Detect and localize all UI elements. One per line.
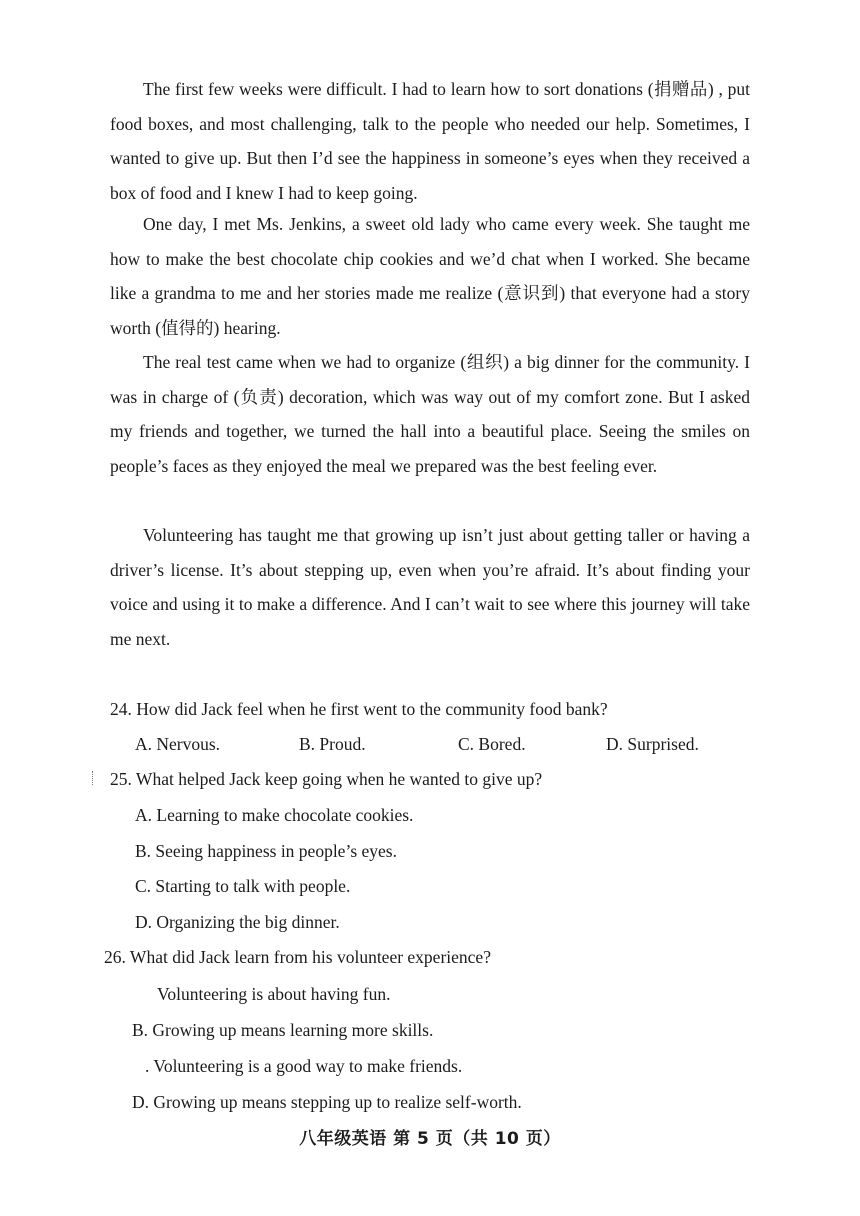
question-25-option-a: A. Learning to make chocolate cookies. xyxy=(135,805,414,825)
question-26-option-c: . Volunteering is a good way to make friends. xyxy=(145,1056,463,1076)
question-25-option-d: D. Organizing the big dinner. xyxy=(135,912,340,932)
question-24-option-c: C. Bored. xyxy=(458,734,526,754)
question-24-option-a: A. Nervous. xyxy=(135,734,221,754)
question-24-stem: 24. How did Jack feel when he first went to the community food bank? xyxy=(110,699,608,719)
passage-paragraph-2: One day, I met Ms. Jenkins, a sweet old lady who came every week. She taught me how to make the best chocolate chip cookies and we’d chat when I worked. She became like a grandma to me and her stories made me realize (意识到) that everyone had a story worth (值得的) hearing. xyxy=(110,214,750,338)
passage-paragraph-4: Volunteering has taught me that growing up isn’t just about getting taller or having a driver’s license. It’s about stepping up, even when you’re afraid. It’s about finding your voice and using it to make a difference. And I can’t wait to see where this journey will take me next. xyxy=(110,525,750,649)
question-26-stem: 26. What did Jack learn from his volunteer experience? xyxy=(104,947,491,967)
question-24-option-b: B. Proud. xyxy=(299,734,366,754)
question-24-option-d: D. Surprised. xyxy=(606,734,699,754)
question-25-option-b: B. Seeing happiness in people’s eyes. xyxy=(135,841,397,861)
passage-paragraph-1: The first few weeks were difficult. I had to learn how to sort donations (捐赠品) , put food boxes, and most challenging, talk to the people who needed our help. Sometimes, I wanted to give up. But then I’d see the happiness in someone’s eyes when they received a box of food and I knew I had to keep going. xyxy=(110,79,750,203)
question-25-option-c: C. Starting to talk with people. xyxy=(135,876,351,896)
question-25-stem: 25. What helped Jack keep going when he wanted to give up? xyxy=(110,769,543,789)
page-footer: 八年级英语 第 5 页（共 10 页） xyxy=(299,1129,561,1149)
question-26-option-a: Volunteering is about having fun. xyxy=(157,984,391,1004)
margin-mark xyxy=(92,771,95,785)
question-26-option-d: D. Growing up means stepping up to realize self-worth. xyxy=(132,1092,522,1112)
passage-paragraph-3: The real test came when we had to organize (组织) a big dinner for the community. I was in charge of (负责) decoration, which was way out of my comfort zone. But I asked my friends and together, we turned the hall into a beautiful place. Seeing the smiles on people’s faces as they enjoyed the meal we prepared was the best feeling ever. xyxy=(110,352,750,476)
question-26-option-b: B. Growing up means learning more skills. xyxy=(132,1020,434,1040)
